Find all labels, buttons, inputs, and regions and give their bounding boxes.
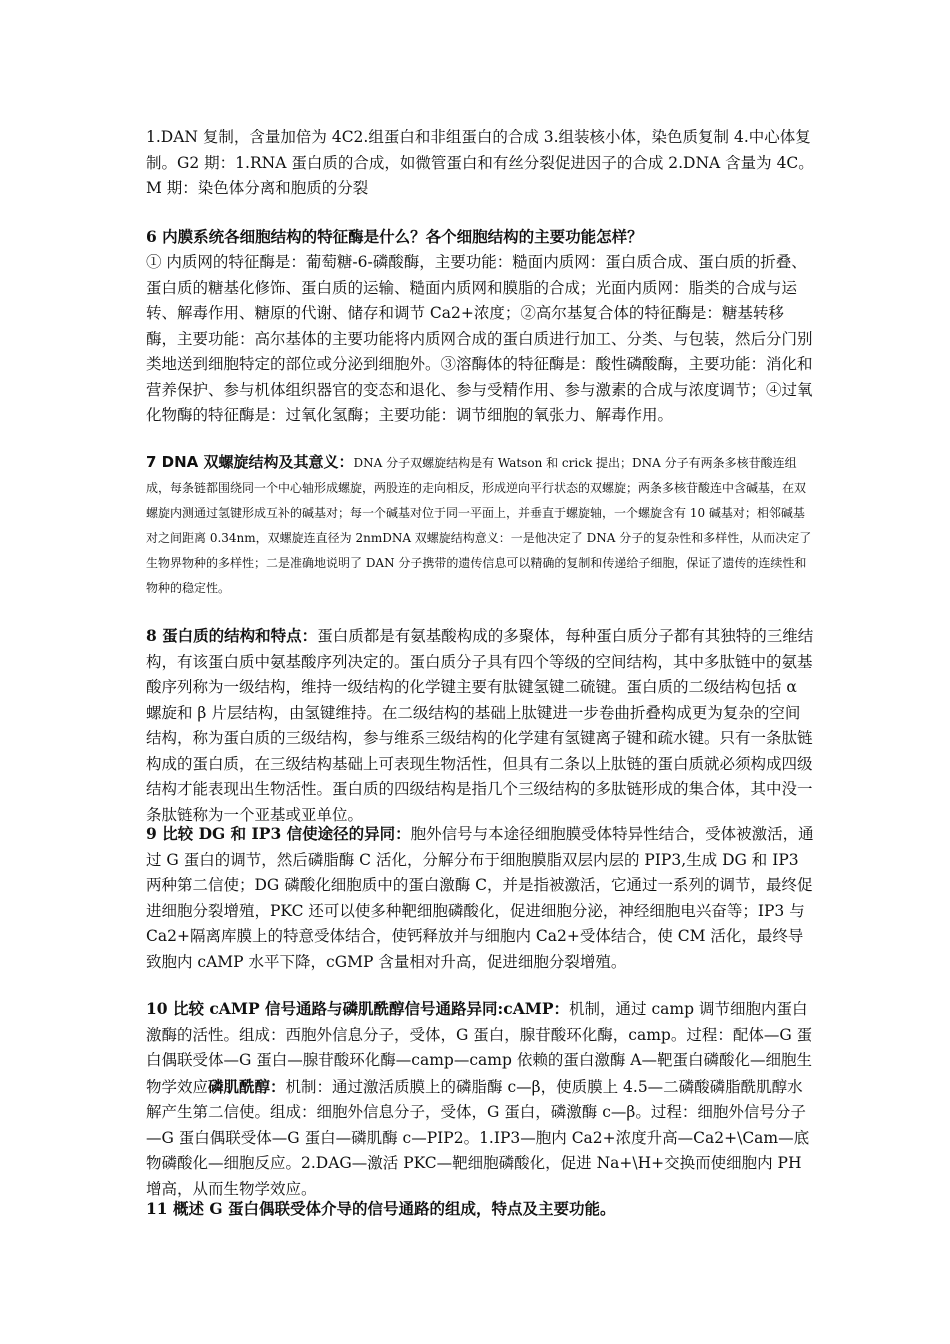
q6-body: ① 内质网的特征酶是：葡萄糖-6-磷酸酶，主要功能：糙面内质网：蛋白质合成、蛋白质的折叠、蛋白质的糖基化修饰、蛋白质的运输、糙面内质网和膜脂的合成；光面内质网：脂类的合成与运转、解毒作用、糖原的代谢、储存和调节 Ca2+浓度；②高尔基复合体的特征酶是：糖基转移酶，主要功能：高尔基体的主要功能将内质网合成的蛋白质进行加工、分类、与包装，然后分门别类地送到细胞特定的部位或分泌到细胞外。③溶酶体的特征酶是：酸性磷酸酶，主要功能：消化和营养保护、参与机体组织器官的变态和退化、参与受精作用、参与激素的合成与浓度调节；④过氧化物酶的特征酶是：过氧化氢酶；主要功能：调节细胞的氧张力、解毒作用。 xyxy=(146,253,813,424)
heading-q10: 10 比较 cAMP 信号通路与磷肌酰醇信号通路异同:cAMP： xyxy=(146,999,570,1018)
q10-body-a: 机制，通过 camp 调节细胞内蛋白激酶的活性。组成：西胞外信息分子，受体，G 蛋白，腺苷酸环化酶，camp。过程：配体—G 蛋白偶联受体—G 蛋白—腺苷酸环化酶—camp—camp 依赖的蛋白激酶 A—靶蛋白磷酸化—细胞生物学效应 xyxy=(146,1000,813,1096)
q8-body: 蛋白质都是有氨基酸构成的多聚体，每种蛋白质分子都有其独特的三维结构，有该蛋白质中氨基酸序列决定的。蛋白质分子具有四个等级的空间结构，其中多肽链中的氨基酸序列称为一级结构，维持一级结构的化学键主要有肽键氢键二硫键。蛋白质的二级结构包括 α 螺旋和 β 片层结构，由氢键维持。在二级结构的基础上肽键进一步卷曲折叠构成更为复杂的空间结构，称为蛋白质的三级结构，参与维系三级结构的化学建有氢键离子键和疏水键。只有一条肽链构成的蛋白质，在三级结构基础上可表现生物活性，但具有二条以上肽链的蛋白质就必须构成四级结构才能表现出生物活性。蛋白质的四级结构是指几个三级结构的多肽链形成的集合体，其中没一条肽链称为一个亚基或亚单位。 xyxy=(146,627,814,824)
paragraph-q7 xyxy=(146,450,814,601)
q9-body: 胞外信号与本途径细胞膜受体特异性结合，受体被激活，通过 G 蛋白的调节，然后磷脂酶 C 活化，分解分布于细胞膜脂双层内层的 PIP3,生成 DG 和 IP3 两种第二信使；DG 磷酸化细胞质中的蛋白激酶 C，并是指被激活，它通过一系列的调节，最终促进细胞分裂增殖，PKC 还可以使多种靶细胞磷酸化，促进细胞分泌，神经细胞电兴奋等；IP3 与 Ca2+隔离库膜上的特意受体结合，使钙释放并与细胞内 Ca2+受体结合，使 CM 活化，最终导致胞内 cAMP 水平下降，cGMP 含量相对升高，促进细胞分裂增殖。 xyxy=(146,825,814,971)
paragraph-q6 xyxy=(146,250,814,429)
paragraph-q8 xyxy=(146,623,814,828)
q10-term-b: 磷肌酰醇： xyxy=(208,1076,286,1096)
heading-q6: 6 内膜系统各细胞结构的特征酶是什么？各个细胞结构的主要功能怎样？ xyxy=(146,227,643,246)
paragraph-intro xyxy=(146,125,814,202)
heading-q9: 9 比较 DG 和 IP3 信使途径的异同： xyxy=(146,824,411,843)
heading-q8: 8 蛋白质的结构和特点： xyxy=(146,626,318,645)
paragraph-q9 xyxy=(146,821,814,975)
intro-text: 1.DAN 复制，含量加倍为 4C2.组蛋白和非组蛋白的合成 3.组装核小体，染色质复制 4.中心体复制。G2 期：1.RNA 蛋白质的合成，如微管蛋白和有丝分裂促进因子的合成 2.DNA 含量为 4C。M 期：染色体分离和胞质的分裂 xyxy=(146,128,814,197)
heading-q11: 11 概述 G 蛋白偶联受体介导的信号通路的组成，特点及主要功能。 xyxy=(146,1199,616,1218)
q10-body-b: 机制：通过激活质膜上的磷脂酶 c—β，使质膜上 4.5—二磷酸磷脂酰肌醇水解产生第二信使。组成：细胞外信息分子，受体，G 蛋白，磷激酶 c—β。过程：细胞外信号分子—G 蛋白偶联受体—G 蛋白—磷肌酶 c—PIP2。1.IP3—胞内 Ca2+浓度升高—Ca2+\Cam—底物磷酸化—细胞反应。2.DAG—激活 PKC—靶细胞磷酸化，促进 Na+\H+交换而使细胞内 PH 增高，从而生物学效应。 xyxy=(146,1077,810,1198)
q7-body: DNA 分子双螺旋结构是有 Watson 和 crick 提出；DNA 分子有两条多核苷酸连组成，每条链都围绕同一个中心轴形成螺旋，两股连的走向相反，形成逆向平行状态的双螺旋；两条多核苷酸连中含碱基，在双螺旋内测通过氢键形成互补的碱基对；每一个碱基对位于同一平面上，并垂直于螺旋轴，一个螺旋含有 10 碱基对；相邻碱基对之间距离 0.34nm，双螺旋连直径为 2nmDNA 双螺旋结构意义：一是他决定了 DNA 分子的复杂性和多样性，从而决定了生物界物种的多样性；二是准确地说明了 DAN 分子携带的遗传信息可以精确的复制和传递给子细胞，保证了遗传的连续性和物种的稳定性。 xyxy=(146,456,812,595)
paragraph-q10 xyxy=(146,996,814,1202)
heading-q7: 7 DNA 双螺旋结构及其意义： xyxy=(146,453,354,471)
